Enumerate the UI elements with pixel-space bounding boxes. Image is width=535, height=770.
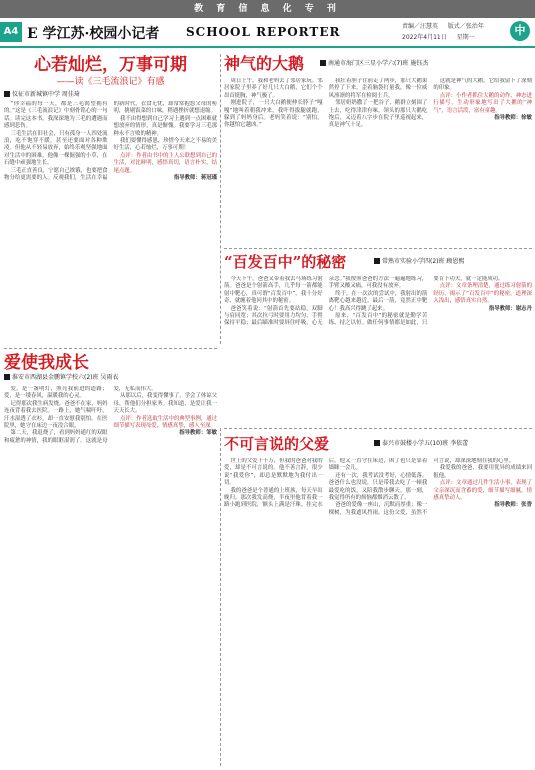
issue-date <box>402 32 475 41</box>
teacher-comment: 点评：作者选取生活中的典型事例，通过细节描写表现母爱，情感真挚，感人至深。 <box>113 415 217 430</box>
article-body <box>224 276 532 422</box>
paragraph: 我爱我的爸爸，我要用优异的成绩来回报他。 <box>433 465 532 479</box>
paragraph: 三毛生活在旧社会，只有孤身一人四处流浪，吃不饱穿不暖，甚至还要面对各种欺凌。但他从不轻易放弃，始终乐观坚强地面对生活中的困难。他像一棵倔强的小草，在石缝中顽强地生长。 <box>4 130 108 167</box>
square-bullet-icon <box>374 258 380 264</box>
square-bullet-icon <box>4 91 10 97</box>
teacher-comment: 点评：作者由书中的主人公联想到自己的生活，对比鲜明，感悟真切，语言朴实，结尾点题。 <box>113 152 217 174</box>
paragraph: 从那以后，我变得懂事了，学会了体谅父母，帮他们分担家务。我知道，是爱让我一天天长大。 <box>113 393 217 415</box>
article-body <box>4 101 217 333</box>
article-heart-bright <box>4 54 217 344</box>
paragraph: “你幸福的每一天，都是三毛渴望拥有的。”这是《三毛流浪记》中刻骨铭心的一句话。读完这本书，我深深地为三毛的遭遇而感到悲伤。 <box>4 101 108 130</box>
article-title: 不可言说的父爱 <box>224 435 330 453</box>
article-author <box>374 258 464 266</box>
header-rule <box>0 46 535 48</box>
editor-credit <box>402 21 484 30</box>
teacher-credit: 指导教师：邹敏 <box>179 430 217 437</box>
teacher-credit: 指导教师：蒋冠瑾 <box>173 175 217 182</box>
teacher-credit: 指导教师：张香 <box>494 502 532 509</box>
paragraph: 这就是神气的大鹅，它给我留下了深刻的印象。 <box>433 78 532 92</box>
section-title-en: SCHOOL REPORTER <box>186 25 341 39</box>
article-title: 心若灿烂，万事可期 <box>34 55 187 75</box>
paragraph: 我们要懂得感恩，珍惜今天来之不易的美好生活，心若灿烂，万事可期！ <box>113 138 217 152</box>
square-bullet-icon <box>4 374 10 380</box>
paragraph: 爸爸的爱像一座山，沉默而厚重；像一棵树，为我遮风挡雨。这份父爱，虽然不可言说，却深深地刻在我的心里。 <box>328 458 515 516</box>
top-slogan: 教 育 信 息 化 专 刊 <box>194 4 341 14</box>
section-divider <box>4 348 217 349</box>
article-bullseye-secret <box>224 252 532 424</box>
designer: 版式／张治年 <box>447 23 484 30</box>
column-divider <box>220 428 221 766</box>
paragraph: 刚进院子，一只大白鹅便伸长脖子“嘎嘎”地叫着朝我冲来，我吓得拔腿就跑，躲到了妈妈身后。老妈笑着说：“别怕，你越怕它越凶。” <box>224 100 323 129</box>
article-author <box>374 440 468 448</box>
author-text: 常熟市实验小学四(2)班 顾恩熙 <box>382 258 465 265</box>
paragraph: 我的爸爸是个普通的上班族，每天早出晚归。那次我发高烧，半夜里他背着我一路小跑到医院，额头上满是汗珠。挂完水后，他又一直守在床边，困了也只是靠着墙眯一会儿。 <box>224 458 428 509</box>
section-divider <box>224 428 532 429</box>
article-title: “百发百中”的秘密 <box>224 253 347 271</box>
article-body <box>224 458 532 764</box>
author-text: 泰兴市鼓楼小学五(10)班 李依蕾 <box>382 440 469 447</box>
top-bar <box>0 0 535 18</box>
article-title: 神气的大鹅 <box>224 54 305 73</box>
section-divider <box>224 248 532 249</box>
article-author <box>4 374 217 382</box>
paragraph: 世上的父爱千千万，但我的爸爸对我的爱，却是不可言说的。他不善言辞，很少说“我爱你”，却总是默默地为我付出一切。 <box>224 458 323 487</box>
article-proud-goose <box>224 54 532 244</box>
paragraph: 记得那次我生病发烧，爸爸不在家，妈妈连夜背着我去医院。一路上，她气喘吁吁，汗水湿透了衣衫，却一直安慰我别怕。在医院里，她守在床边一夜没合眼。 <box>4 400 108 430</box>
square-bullet-icon <box>374 440 380 446</box>
paragraph: 周日上午，我和老妈去了邻居家玩。邻居家院子里养了好几只大白鹅，它们个个昂首挺胸，神气极了。 <box>224 78 323 99</box>
author-text: 仪征市新城镇中学 周佳琦 <box>12 91 80 98</box>
page-header <box>0 20 535 44</box>
article-body <box>224 78 532 242</box>
paragraph: 第二天，我退烧了，看到妈妈通红的双眼和疲惫的神情，我的眼眶湿润了。这就是母爱，无私而伟大。 <box>4 386 157 444</box>
teacher-credit: 指导教师：谢志丹 <box>488 305 532 312</box>
page-code: A4 <box>0 22 22 42</box>
teacher-credit: 指导教师：徐敏 <box>494 115 532 122</box>
paragraph: 爸爸笑着说：“射箭首先要站稳，双脚与肩同宽；其次拉弓时要用力均匀，手臂保持平稳；最后瞄准时要屏住呼吸，心无杂念。”我按照爸爸的方法一遍遍地练习，手臂又酸又痛，可我没有放弃。 <box>224 276 428 327</box>
teacher-comment: 点评：文章通过几件生活小事，表现了父亲深沉而含蓄的爱，细节描写细腻，情感真挚动人。 <box>433 480 532 502</box>
paragraph: 今天下午，爸爸又带着我去马场练习射箭。爸爸是个射箭高手，几乎每一箭都能射中靶心，真可谓“百发百中”。我十分好奇，就缠着他问其中的秘密。 <box>224 276 323 305</box>
teacher-comment: 点评：小作者抓住大鹅的动作、神态进行描写，生动形象地写出了大鹅的“神气”，语言活泼，富有童趣。 <box>433 92 532 114</box>
paragraph: 原来，“百发百中”的秘密就是勤学苦练、持之以恒。做任何事情都是如此，只要肯下功夫，就一定能成功。 <box>328 276 504 327</box>
school-logo-icon: 中 <box>510 21 530 41</box>
article-father-love <box>224 434 532 766</box>
paragraph: 三毛正直善良，宁愿自己挨饿，也要把食物分给更需要的人。反观我们，生活在幸福的新时代，衣食无忧，却常常抱怨父母的唠叨，挑剔饭菜的口味，稍遇挫折就想退缩。 <box>4 101 217 182</box>
article-author <box>4 91 217 99</box>
date: 2022年4月11日 <box>402 34 447 41</box>
author-text: 淮安市西湖县金鹏镇学校六(2)班 吴雨衣 <box>12 374 119 381</box>
square-bullet-icon <box>320 60 326 66</box>
article-love-grow <box>4 352 217 766</box>
author-text: 南通市海门区三星小学六(7)班 施钰杰 <box>328 60 429 67</box>
weekday: 星期一 <box>456 34 475 41</box>
paragraph: 我壮着胆子往前走了两步，那只大鹅果然停了下来，歪着脑袋打量我，像一位威风凛凛的将军在检阅士兵。 <box>328 78 428 99</box>
section-title: E 学江苏·校园小记者 <box>27 26 160 42</box>
article-title: 爱使我成长 <box>4 353 89 373</box>
article-body <box>4 386 217 762</box>
paragraph: 还有一次，我考试没考好，心情低落。爸爸什么也没说，只是带我去吃了一顿我最爱吃的饭，又陪我散步聊天。那一刻，我觉得所有的烦恼都烟消云散了。 <box>328 472 428 502</box>
paragraph: 我不由得想到自己学习上遇到一点困难就想放弃的情形，真是惭愧。我要学习三毛那种永不言败的精神。 <box>113 115 217 137</box>
paragraph: 邻居奶奶撒了一把谷子，鹅群立刻围了上去，吃得津津有味。领头的那只大鹅吃饱后，又迈着八字步在院子里巡视起来，真是神气十足。 <box>328 100 428 129</box>
teacher-comment: 点评：文章条理清楚，通过练习射箭的经历，揭示了“百发百中”的秘密，道理深入浅出，感悟真实自然。 <box>433 283 532 305</box>
article-author <box>320 60 428 68</box>
column-divider <box>220 54 221 344</box>
editor: 责编／汪慧英 <box>402 23 439 30</box>
article-subtitle: ——读《三毛流浪记》有感 <box>56 77 165 87</box>
paragraph: 终于，在一次次的尝试中，我射出的箭离靶心越来越近。最后一箭，竟然正中靶心！我高兴得跳了起来。 <box>328 290 428 312</box>
paragraph: 爱，是一盏明灯，照亮我前进的道路；爱，是一缕春风，温暖我的心灵。 <box>4 386 108 400</box>
